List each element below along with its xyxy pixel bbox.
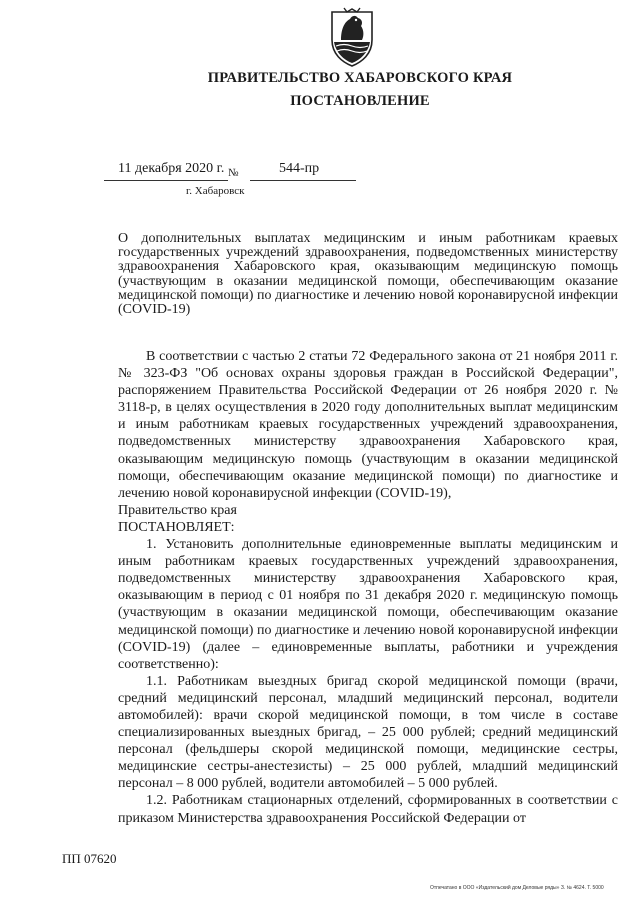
item-1-2-paragraph: 1.2. Работникам стационарных отделений, сформированных в соответствии с приказом Министерства здравоохранения Российской Федерации от: [118, 793, 618, 826]
document-subject: О дополнительных выплатах медицинским и иным работникам краевых государственных учреждений здравоохранения, подведомственных министерству здравоохранения Хабаровского края, оказывающим медицинскую помощь (участвующим в оказании медицинской помощи, обеспечивающим оказание медицинской помощи) по диагностике и лечению новой коронавирусной инфекции (COVID-19): [118, 231, 618, 318]
coat-of-arms-emblem: [328, 6, 376, 68]
footer-code: ПП 07620: [62, 851, 117, 866]
date-underline: [104, 180, 228, 181]
printer-imprint: Отпечатано в ООО «Издательский дом Деловые ряды» З. № 4624. Т. 5000: [430, 885, 604, 891]
document-date: 11 декабря 2020 г.: [118, 161, 225, 176]
document-number: 544-пр: [279, 161, 320, 176]
document-city: г. Хабаровск: [186, 185, 245, 197]
item-1-paragraph: 1. Установить дополнительные единовременные выплаты медицинским и иным работникам краевых государственных учреждений здравоохранения, подведомственных министерству здравоохранения Хабаровского края, оказывающим в период с 01 ноября по 31 декабря 2020 г. медицинскую помощь (участвующим в оказании медицинской помощи, обеспечивающим оказание медицинской помощи) по диагностике и лечению новой коронавирусной инфекции (COVID-19) (далее – единовременные выплаты, работники и учреждения соответственно):: [118, 537, 618, 672]
document-type: ПОСТАНОВЛЕНИЕ: [290, 93, 430, 109]
resolves-heading: ПОСТАНОВЛЯЕТ:: [118, 519, 235, 535]
subject-line: Правительство края: [118, 502, 237, 518]
document-body: [118, 348, 618, 827]
number-underline: [250, 180, 356, 181]
item-1-1-paragraph: 1.1. Работникам выездных бригад скорой медицинской помощи (врачи, средний медицинский персонал, младший медицинский персонал, водители автомобилей): врачи скорой медицинской помощи, в том числе в составе специализированных выездных бригад, – 25 000 рублей; средний медицинский персонал (фельдшеры скорой медицинской помощи, медицинские сестры, медицинские сестры-анестезисты) – 25 000 рублей, младший медицинский персонал – 8 000 рублей, водители автомобилей – 5 000 рублей.: [118, 673, 618, 792]
preamble-paragraph: В соответствии с частью 2 статьи 72 Федерального закона от 21 ноября 2011 г. № 323-ФЗ "Об основах охраны здоровья граждан в Российской Федерации", распоряжением Правительства Российской Федерации от 26 ноября 2020 г. № 3118-р, в целях осуществления в 2020 году дополнительных выплат медицинским и иным работникам краевых государственных учреждений здравоохранения, подведомственных министерству здравоохранения Хабаровского края, оказывающим медицинскую помощь (участвующим в оказании медицинской помощи, обеспечивающим оказание медицинской помощи) по диагностике и лечению новой коронавирусной инфекции (COVID-19),: [118, 349, 618, 501]
government-title: ПРАВИТЕЛЬСТВО ХАБАРОВСКОГО КРАЯ: [207, 70, 513, 86]
number-sign: №: [228, 167, 239, 179]
